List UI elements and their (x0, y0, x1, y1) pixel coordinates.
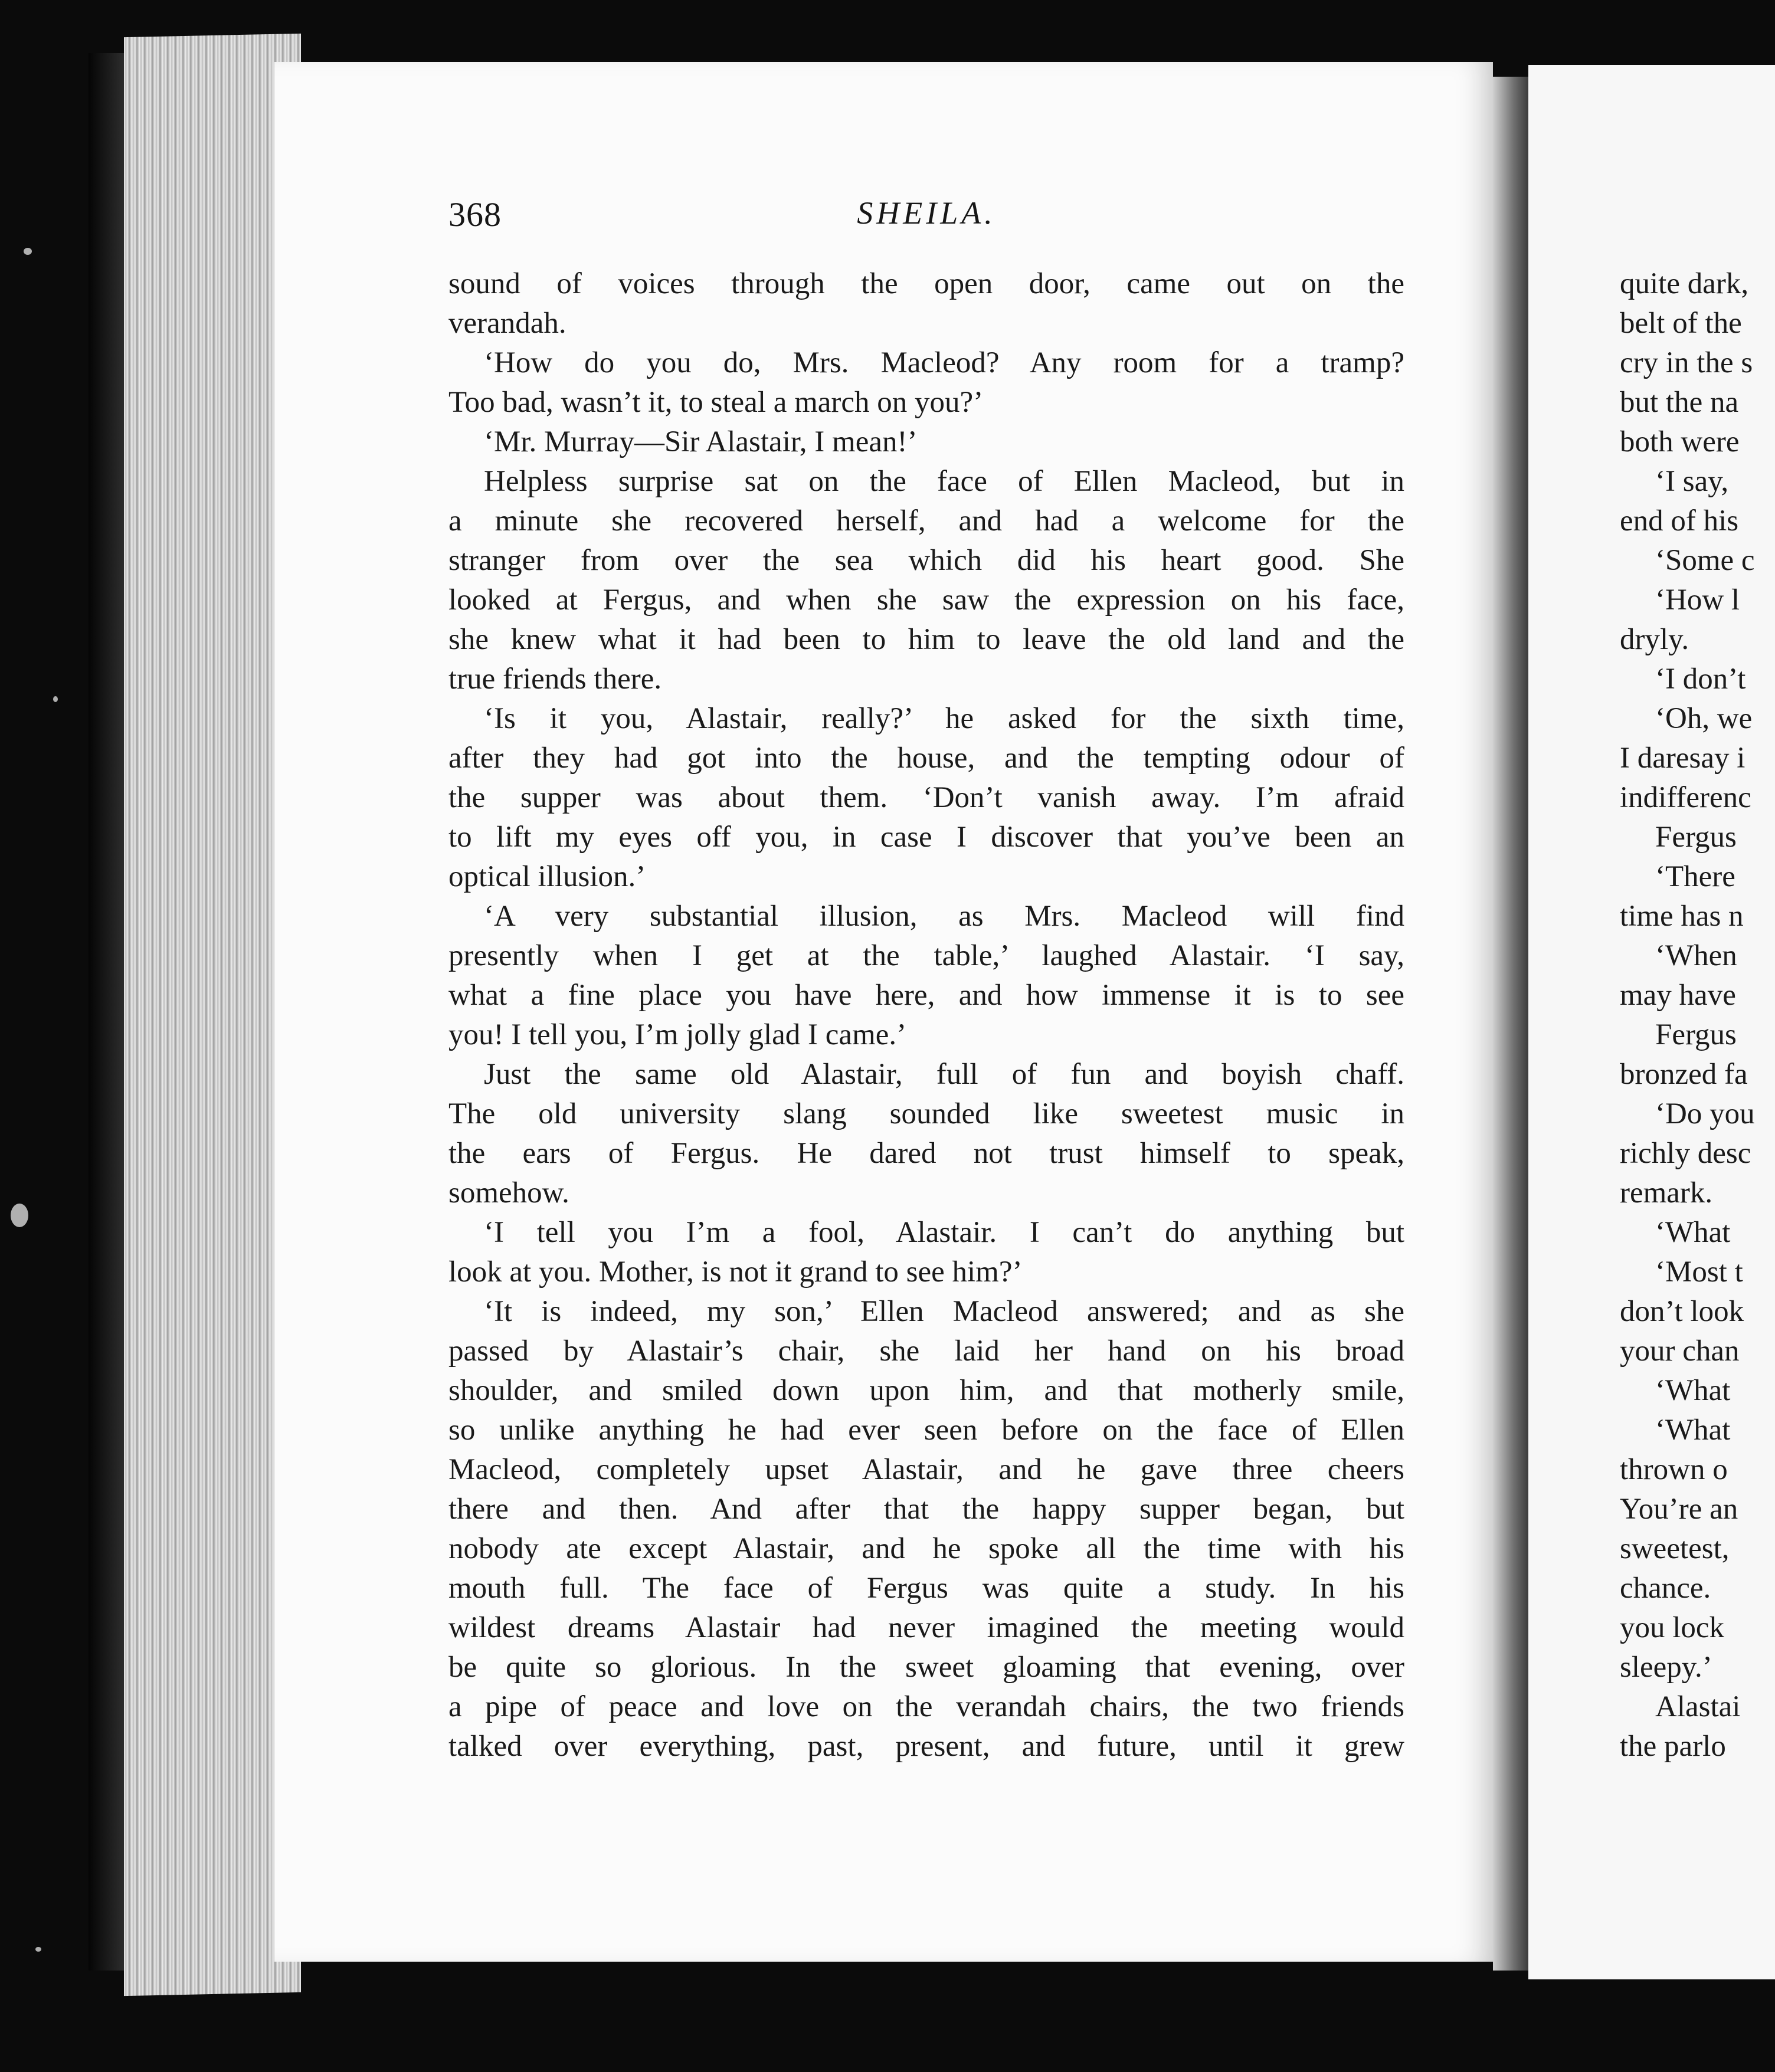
text-line: there and then. And after that the happy supper began, but (448, 1493, 1404, 1526)
text-line: You’re an (1620, 1493, 1738, 1526)
text-line: indifferenc (1620, 781, 1751, 814)
text-line: ‘Some c (1655, 544, 1755, 577)
text-line: ‘It is indeed, my son,’ Ellen Macleod answered; and as she (484, 1295, 1404, 1328)
running-head (448, 195, 1404, 248)
text-line: ‘A very substantial illusion, as Mrs. Macleod will find (484, 900, 1404, 933)
text-line: sleepy.’ (1620, 1651, 1712, 1684)
text-line: looked at Fergus, and when she saw the expression on his face, (448, 583, 1404, 617)
text-line: optical illusion.’ (448, 860, 646, 893)
dust-speck (24, 248, 32, 255)
text-line: ‘Oh, we (1655, 702, 1753, 735)
page-number: 368 (448, 195, 502, 234)
text-line: ‘There (1655, 860, 1735, 893)
text-line: remark. (1620, 1176, 1713, 1209)
text-line: ‘I say, (1655, 465, 1729, 498)
text-line: somehow. (448, 1176, 569, 1209)
text-line: what a fine place you have here, and how immense it is to see (448, 979, 1404, 1012)
text-line: passed by Alastair’s chair, she laid her hand on his broad (448, 1335, 1404, 1368)
text-line: ‘I tell you I’m a fool, Alastair. I can’t do anything but (484, 1216, 1404, 1249)
text-line: both were (1620, 425, 1740, 458)
text-line: sweetest, (1620, 1532, 1730, 1565)
text-line: stranger from over the sea which did his heart good. She (448, 544, 1404, 577)
text-line: you! I tell you, I’m jolly glad I came.’ (448, 1018, 907, 1051)
text-line: richly desc (1620, 1137, 1751, 1170)
text-line: be quite so glorious. In the sweet gloaming that evening, over (448, 1651, 1404, 1684)
text-line: the supper was about them. ‘Don’t vanish away. I’m afraid (448, 781, 1404, 814)
text-line: ‘Do you (1655, 1097, 1755, 1130)
dust-speck (35, 1947, 41, 1952)
text-line: belt of the (1620, 307, 1742, 340)
text-line: you lock (1620, 1611, 1725, 1644)
text-line: may have (1620, 979, 1736, 1012)
text-line: a minute she recovered herself, and had a welcome for the (448, 504, 1404, 537)
text-line: chance. (1620, 1572, 1711, 1605)
text-line: dryly. (1620, 623, 1689, 656)
text-line: Alastai (1655, 1690, 1741, 1723)
text-line: I daresay i (1620, 742, 1745, 775)
text-line: ‘How l (1655, 583, 1740, 617)
text-line: to lift my eyes off you, in case I discover that you’ve been an (448, 821, 1404, 854)
text-line: ‘What (1655, 1374, 1731, 1407)
text-line: Fergus (1655, 821, 1737, 854)
text-line: shoulder, and smiled down upon him, and that motherly smile, (448, 1374, 1404, 1407)
book-gutter (1493, 77, 1528, 1971)
text-line: time has n (1620, 900, 1744, 933)
text-line: Fergus (1655, 1018, 1737, 1051)
text-line: she knew what it had been to him to leave the old land and the (448, 623, 1404, 656)
text-line: a pipe of peace and love on the verandah chairs, the two friends (448, 1690, 1404, 1723)
text-line: so unlike anything he had ever seen before on the face of Ellen (448, 1414, 1404, 1447)
text-line: but the na (1620, 386, 1739, 419)
text-line: after they had got into the house, and the tempting odour of (448, 742, 1404, 775)
text-line: sound of voices through the open door, came out on the (448, 267, 1404, 300)
text-line: ‘I don’t (1655, 663, 1746, 696)
text-line: The old university slang sounded like sweetest music in (448, 1097, 1404, 1130)
text-line: presently when I get at the table,’ laughed Alastair. ‘I say, (448, 939, 1404, 972)
text-line: ‘Most t (1655, 1255, 1743, 1289)
text-line: ‘How do you do, Mrs. Macleod? Any room for a tramp? (484, 346, 1404, 379)
text-line: ‘When (1655, 939, 1737, 972)
text-line: the parlo (1620, 1730, 1726, 1763)
text-line: verandah. (448, 307, 566, 340)
text-line: ‘Mr. Murray—Sir Alastair, I mean!’ (484, 425, 918, 458)
text-line: cry in the s (1620, 346, 1753, 379)
text-line: true friends there. (448, 663, 662, 696)
text-line: ‘What (1655, 1414, 1731, 1447)
text-line: bronzed fa (1620, 1058, 1748, 1091)
text-line: Helpless surprise sat on the face of Ellen Macleod, but in (484, 465, 1404, 498)
text-line: ‘Is it you, Alastair, really?’ he asked for the sixth time, (484, 702, 1404, 735)
text-line: mouth full. The face of Fergus was quite a study. In his (448, 1572, 1404, 1605)
text-line: your chan (1620, 1335, 1740, 1368)
right-page-text (1620, 264, 1775, 1766)
text-line: Just the same old Alastair, full of fun and boyish chaff. (484, 1058, 1404, 1091)
text-line: don’t look (1620, 1295, 1744, 1328)
text-line: ‘What (1655, 1216, 1731, 1249)
dust-speck (11, 1204, 28, 1227)
text-line: Macleod, completely upset Alastair, and he gave three cheers (448, 1453, 1404, 1486)
left-page-text (448, 264, 1404, 1766)
text-line: thrown o (1620, 1453, 1728, 1486)
text-line: talked over everything, past, present, and future, until it grew (448, 1730, 1404, 1763)
text-line: end of his (1620, 504, 1739, 537)
text-line: Too bad, wasn’t it, to steal a march on you?’ (448, 386, 984, 419)
text-line: the ears of Fergus. He dared not trust himself to speak, (448, 1137, 1404, 1170)
running-title: SHEILA. (857, 195, 996, 231)
text-line: quite dark, (1620, 267, 1749, 300)
dust-speck (53, 696, 58, 702)
text-line: nobody ate except Alastair, and he spoke all the time with his (448, 1532, 1404, 1565)
text-line: look at you. Mother, is not it grand to see him?’ (448, 1255, 1023, 1289)
text-line: wildest dreams Alastair had never imagined the meeting would (448, 1611, 1404, 1644)
